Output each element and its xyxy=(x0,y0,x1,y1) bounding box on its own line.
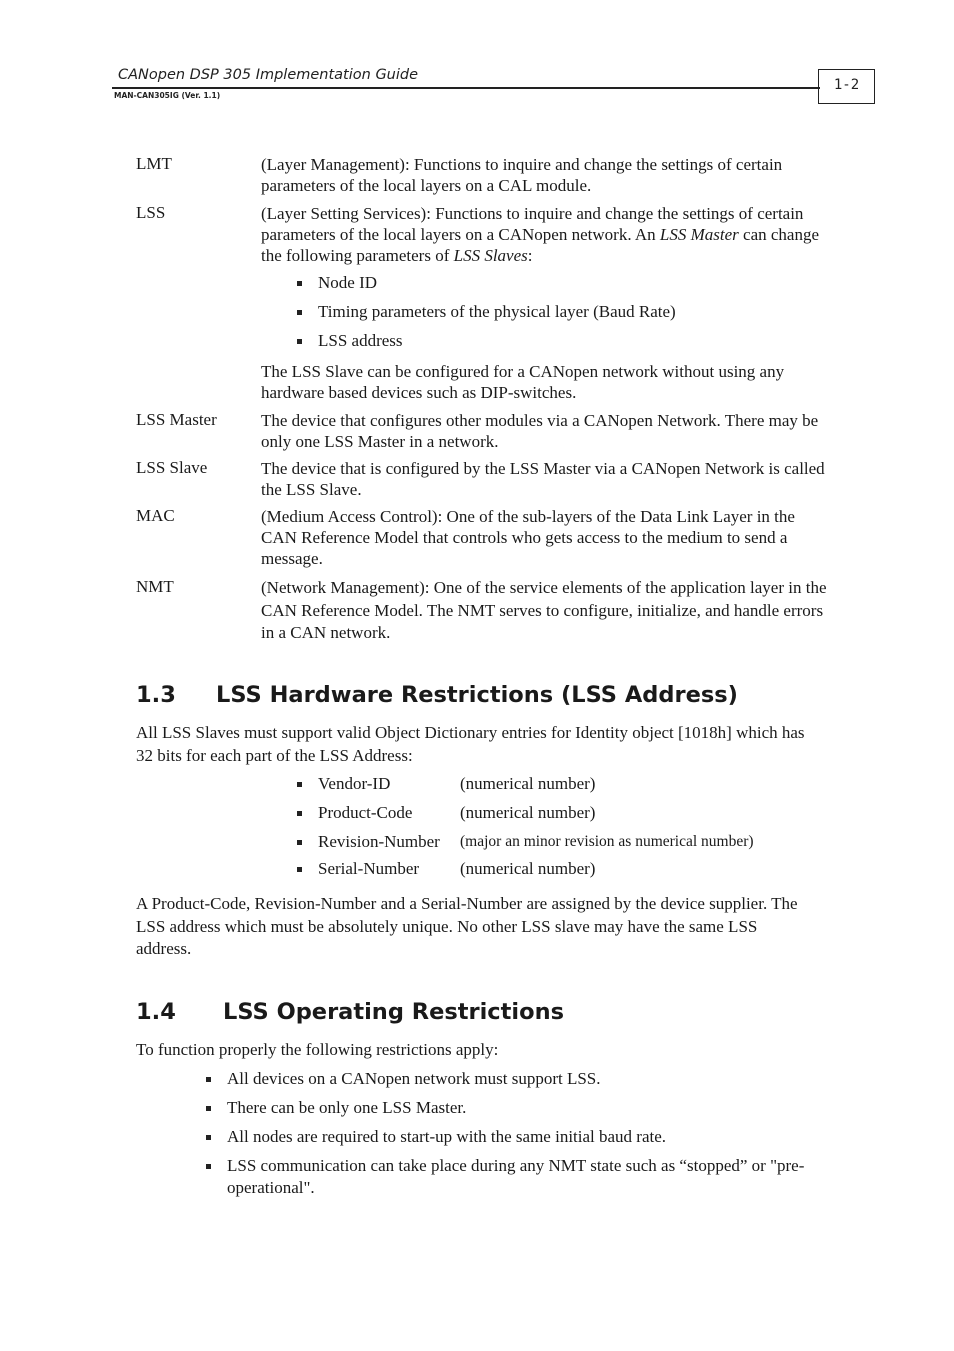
glossary-definition-lmt: (Layer Management): Functions to inquire and change the settings of certain parameters of the local layers on a CAL module. xyxy=(261,155,783,195)
restriction-item: There can be only one LSS Master. xyxy=(227,1098,467,1117)
glossary-definition-nmt: (Network Management): One of the service elements of the application layer in the CAN Reference Model. The NMT serves to configure, initialize, and handle errors in a CAN network. xyxy=(261,578,827,642)
lss-address-field-desc: (numerical number) xyxy=(460,859,596,878)
section-number-1-3: 1.3 xyxy=(136,682,176,708)
lss-address-field-name: Product-Code xyxy=(318,803,413,822)
lss-parameter-item: Timing parameters of the physical layer (Baud Rate) xyxy=(318,302,676,321)
section-title-1-3: LSS Hardware Restrictions (LSS Address) xyxy=(216,682,738,708)
lss-address-field-desc: (numerical number) xyxy=(460,803,596,822)
glossary-term-lss-slave: LSS Slave xyxy=(136,458,208,477)
bullet-marker xyxy=(297,782,302,787)
glossary-definition-mac: (Medium Access Control): One of the sub-layers of the Data Link Layer in the CAN Reference Model that controls who gets access to the medium to send a message. xyxy=(261,507,795,568)
lss-address-field-desc: (numerical number) xyxy=(460,774,596,793)
glossary-term-nmt: NMT xyxy=(136,577,174,596)
bullet-marker xyxy=(297,867,302,872)
lss-address-field-name: Revision-Number xyxy=(318,832,440,851)
glossary-term-lmt: LMT xyxy=(136,154,172,173)
restriction-item: All devices on a CANopen network must support LSS. xyxy=(227,1069,601,1088)
glossary-definition-lss-master: The device that configures other modules via a CANopen Network. There may be only one LSS Master in a network. xyxy=(261,411,819,451)
lss-parameter-item: LSS address xyxy=(318,331,403,350)
bullet-marker xyxy=(206,1106,211,1111)
bullet-marker xyxy=(206,1164,211,1169)
bullet-marker xyxy=(206,1135,211,1140)
section-1-4-intro: To function properly the following restrictions apply: xyxy=(136,1040,499,1059)
bullet-marker xyxy=(297,281,302,286)
section-number-1-4: 1.4 xyxy=(136,999,176,1025)
running-header-title: CANopen DSP 305 Implementation Guide xyxy=(118,67,419,83)
bullet-marker xyxy=(297,840,302,845)
bullet-marker xyxy=(297,310,302,315)
lss-slave-note: The LSS Slave can be configured for a CANopen network without using any hardware based devices such as DIP-switches. xyxy=(261,362,785,402)
document-code: MAN-CAN305IG (Ver. 1.1) xyxy=(114,91,221,100)
page-number-box: 1-2 xyxy=(818,69,875,104)
section-1-3-outro: A Product-Code, Revision-Number and a Serial-Number are assigned by the device supplier. The LSS address which must be absolutely unique. No other LSS slave may have the same LSS address. xyxy=(136,894,798,958)
glossary-term-lss: LSS xyxy=(136,203,166,222)
bullet-marker xyxy=(206,1077,211,1082)
restriction-item: All nodes are required to start-up with the same initial baud rate. xyxy=(227,1127,667,1146)
restriction-item: LSS communication can take place during any NMT state such as “stopped” or "pre-operational". xyxy=(227,1156,805,1197)
bullet-marker xyxy=(297,811,302,816)
lss-parameter-item: Node ID xyxy=(318,273,378,292)
lss-address-field-name: Vendor-ID xyxy=(318,774,391,793)
glossary-term-lss-master: LSS Master xyxy=(136,410,217,429)
glossary-definition-lss-slave: The device that is configured by the LSS Master via a CANopen Network is called the LSS Slave. xyxy=(261,459,825,499)
section-title-1-4: LSS Operating Restrictions xyxy=(223,999,564,1025)
header-rule xyxy=(112,87,820,89)
section-1-3-intro: All LSS Slaves must support valid Object Dictionary entries for Identity object [1018h] which has 32 bits for each part of the LSS Address: xyxy=(136,723,805,765)
lss-address-field-name: Serial-Number xyxy=(318,859,420,878)
bullet-marker xyxy=(297,339,302,344)
glossary-term-mac: MAC xyxy=(136,506,175,525)
glossary-definition-lss: (Layer Setting Services): Functions to inquire and change the settings of certain parameters of the local layers on a CANopen network. An LSS Master can change the following parameters of LSS Slaves: xyxy=(261,204,820,265)
lss-address-field-desc: (major an minor revision as numerical number) xyxy=(460,833,754,850)
